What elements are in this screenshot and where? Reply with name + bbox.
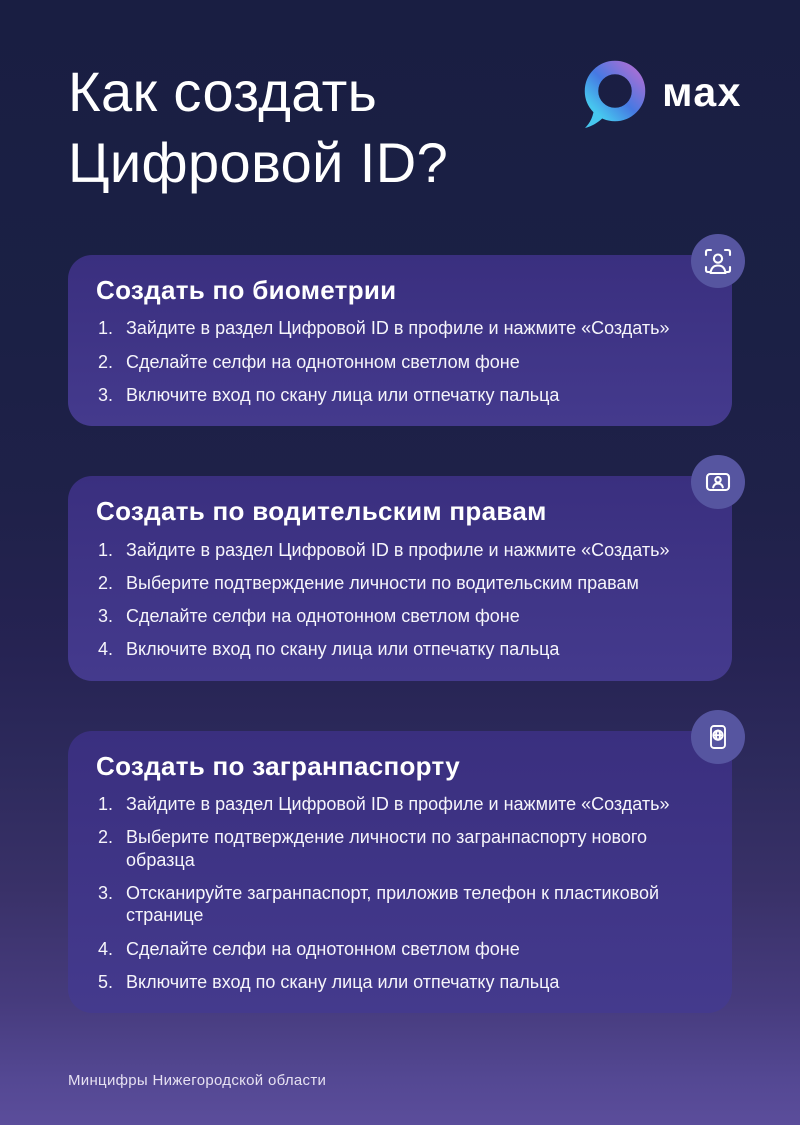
card-foreign-passport <box>68 731 732 1013</box>
card-drivers-license <box>68 476 732 680</box>
card-biometrics <box>68 255 732 426</box>
step-item: Зайдите в раздел Цифровой ID в профиле и нажмите «Создать» <box>126 318 670 339</box>
card-badge <box>691 234 745 288</box>
step-item: Отсканируйте загранпаспорт, приложив телефон к пластиковой странице <box>126 882 660 926</box>
instruction-cards <box>68 255 732 1013</box>
step-item: Сделайте селфи на однотонном светлом фоне <box>126 606 520 627</box>
max-logo <box>583 60 742 130</box>
max-logo-text: мах <box>662 68 742 115</box>
face-scan-icon <box>702 245 734 277</box>
card-title: Создать по водительским правам <box>96 496 547 527</box>
passport-icon <box>702 721 734 753</box>
step-item: Выберите подтверждение личности по водительским правам <box>126 572 639 593</box>
step-item: Включите вход по скану лица или отпечатку пальца <box>126 639 560 660</box>
steps-list <box>96 793 704 993</box>
card-title: Создать по загранпаспорту <box>96 750 460 781</box>
page-title-line-2: Цифровой ID? <box>68 131 449 195</box>
max-logo-icon <box>583 60 647 130</box>
footer-credit: Минцифры Нижегородской области <box>68 1072 327 1089</box>
step-item: Выберите подтверждение личности по загранпаспорту нового образца <box>126 827 648 870</box>
page-title-line-1: Как создать <box>68 60 378 123</box>
steps-list <box>96 539 704 661</box>
card-badge <box>691 455 745 509</box>
card-badge <box>691 710 745 764</box>
step-item: Сделайте селфи на однотонном светлом фоне <box>126 351 520 372</box>
step-item: Сделайте селфи на однотонном светлом фоне <box>126 938 520 959</box>
card-title: Создать по биометрии <box>96 275 397 306</box>
step-item: Зайдите в раздел Цифровой ID в профиле и нажмите «Создать» <box>126 539 670 560</box>
step-item: Включите вход по скану лица или отпечатку пальца <box>126 385 560 406</box>
step-item: Зайдите в раздел Цифровой ID в профиле и нажмите «Создать» <box>126 793 670 814</box>
step-item: Включите вход по скану лица или отпечатку пальца <box>126 971 560 992</box>
steps-list <box>96 317 704 406</box>
header <box>0 0 800 198</box>
id-card-icon <box>702 466 734 498</box>
page-title <box>68 56 448 198</box>
